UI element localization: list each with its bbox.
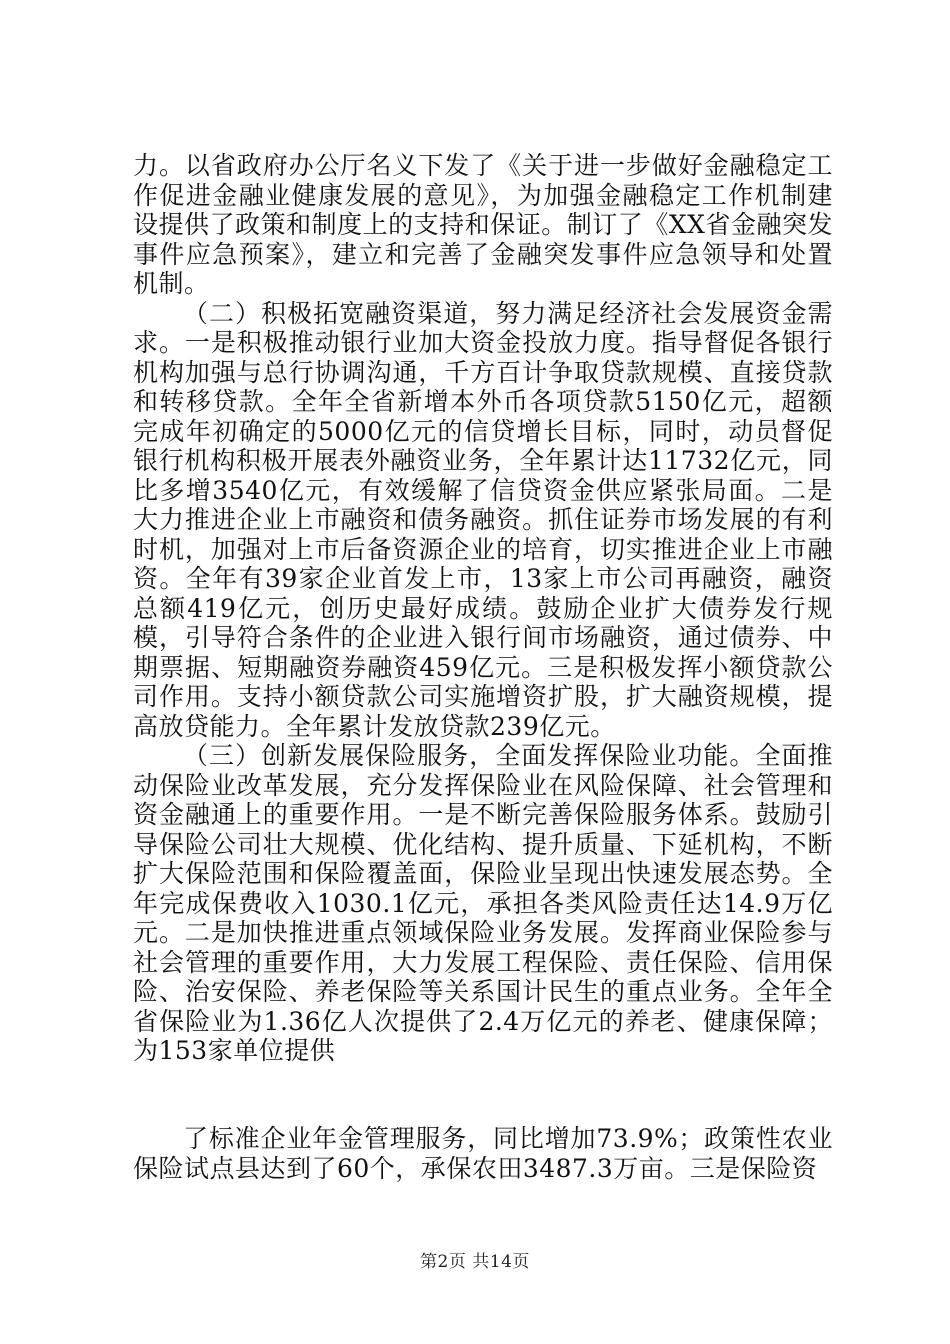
paragraph-insurance-services: （三）创新发展保险服务，全面发挥保险业功能。全面推动保险业改革发展，充分发挥保险业在风险保障、社会管理和资金融通上的重要作用。一是不断完善保险服务体系。鼓励引导保险公司壮大规模、优化结构、提升质量、下延机构，不断扩大保险范围和保险覆盖面，保险业呈现出快速发展态势。全年完成保费收入1030.1亿元，承担各类风险责任达14.9万亿元。二是加快推进重点领域保险业务发展。发挥商业保险参与社会管理的重要作用，大力发展工程保险、责任保险、信用保险、治安保险、养老保险等关系国计民生的重点业务。全年全省保险业为1.36亿人次提供了2.4万亿元的养老、健康保障；为153家单位提供	[133, 741, 833, 1065]
paragraph-financing-channels: （二）积极拓宽融资渠道，努力满足经济社会发展资金需求。一是积极推动银行业加大资金投放力度。指导督促各银行机构加强与总行协调沟通，千方百计争取贷款规模、直接贷款和转移贷款。全年全省新增本外币各项贷款5150亿元，超额完成年初确定的5000亿元的信贷增长目标，同时，动员督促银行机构积极开展表外融资业务，全年累计达11732亿元，同比多增3540亿元，有效缓解了信贷资金供应紧张局面。二是大力推进企业上市融资和债务融资。抓住证券市场发展的有利时机，加强对上市后备资源企业的培育，切实推进企业上市融资。全年有39家企业首发上市，13家上市公司再融资，融资总额419亿元，创历史最好成绩。鼓励企业扩大债券发行规模，引导符合条件的企业进入银行间市场融资，通过债券、中期票据、短期融资券融资459亿元。三是积极发挥小额贷款公司作用。支持小额贷款公司实施增资扩股，扩大融资规模，提高放贷能力。全年累计发放贷款239亿元。	[133, 298, 833, 741]
continuation-text-block	[133, 1124, 833, 1183]
main-text-block	[133, 151, 833, 1066]
paragraph-continuation: 了标准企业年金管理服务，同比增加73.9%；政策性农业保险试点县达到了60个，承保农田3487.3万亩。三是保险资	[133, 1124, 833, 1183]
page-footer	[0, 1247, 950, 1272]
paragraph-continued-intro: 力。以省政府办公厅名义下发了《关于进一步做好金融稳定工作促进金融业健康发展的意见》，为加强金融稳定工作机制建设提供了政策和制度上的支持和保证。制订了《XX省金融突发事件应急预案》，建立和完善了金融突发事件应急领导和处置机制。	[133, 151, 833, 298]
page-number-label: 第2页 共14页	[420, 1252, 530, 1272]
